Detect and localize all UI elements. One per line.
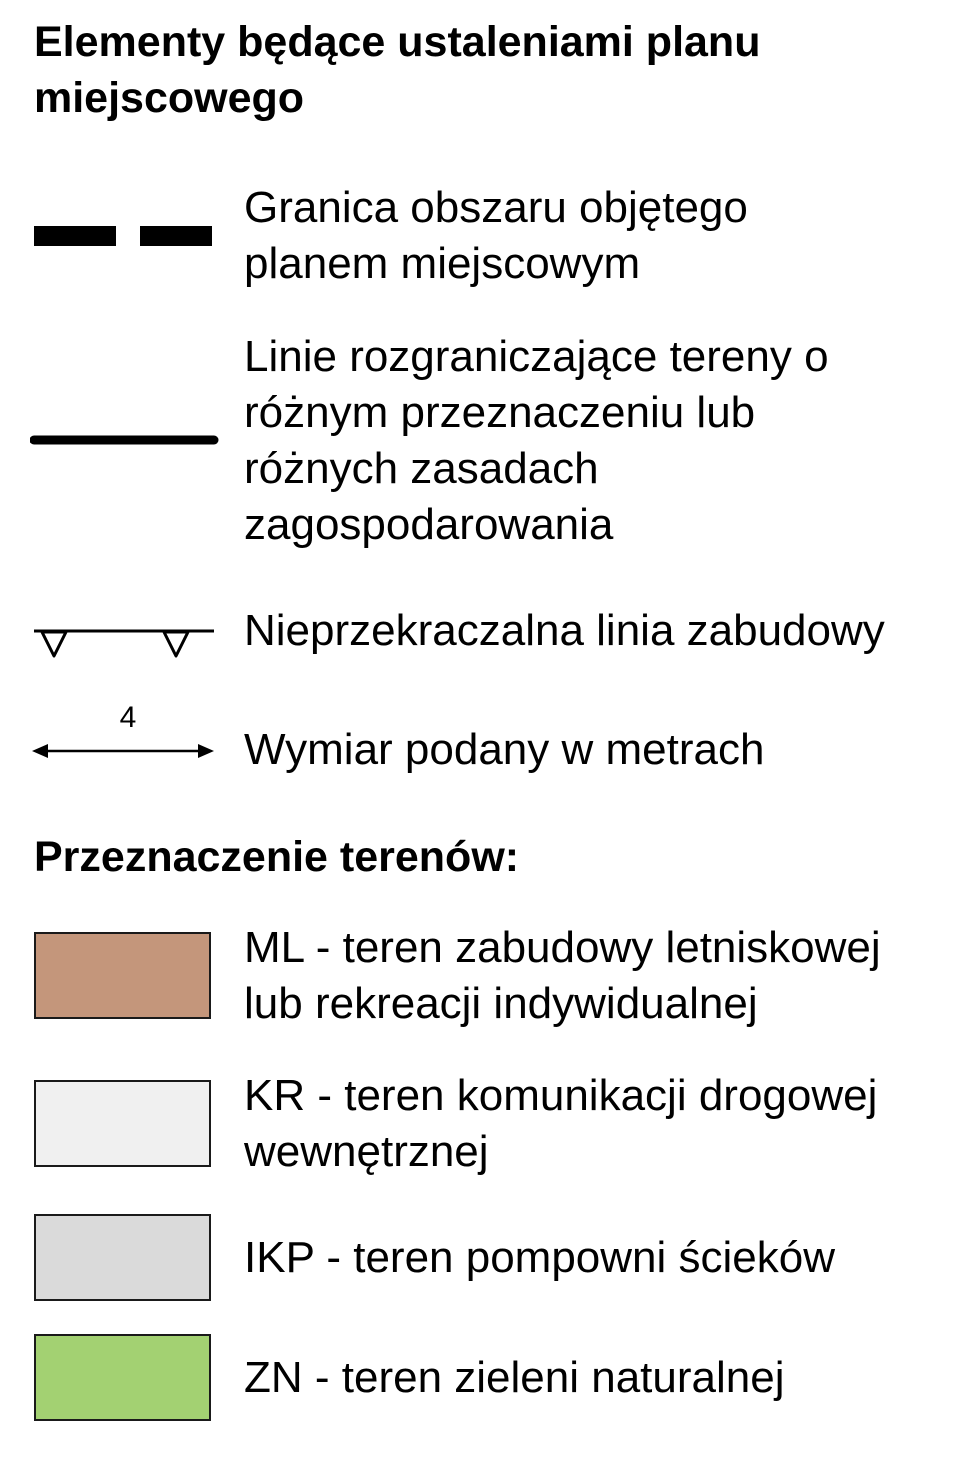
- dimension-arrow-icon: [30, 738, 220, 764]
- dimension-value: 4: [119, 701, 137, 734]
- legend-label-line: różnym przeznaczeniu lub: [244, 388, 756, 437]
- legend-item-zn: [244, 1350, 784, 1406]
- legend-label-line: ZN - teren zieleni naturalnej: [244, 1353, 785, 1402]
- legend-label-line: wewnętrznej: [244, 1127, 489, 1176]
- swatch-ikp: [34, 1214, 211, 1301]
- legend-item-ml: [244, 920, 881, 1032]
- swatch-kr: [34, 1080, 211, 1167]
- legend-item-boundary: [244, 180, 748, 292]
- legend-label-line: ML - teren zabudowy letniskowej: [244, 923, 881, 972]
- legend-label-line: lub rekreacji indywidualnej: [244, 979, 758, 1028]
- legend-item-demarcation: [244, 329, 829, 553]
- solid-demarcation-line-icon: [30, 430, 220, 450]
- swatch-zn: [34, 1334, 211, 1421]
- legend-section-title-land-use: [34, 829, 519, 885]
- legend-item-dimension: [244, 722, 764, 778]
- legend-label-line: planem miejscowym: [244, 239, 641, 288]
- section-title-line-2: miejscowego: [34, 74, 305, 122]
- legend-label-line: Wymiar podany w metrach: [244, 725, 765, 774]
- swatch-ml: [34, 932, 211, 1019]
- dashed-boundary-line-icon: [30, 222, 220, 252]
- legend-item-building-line: [244, 603, 885, 659]
- legend-label-line: Nieprzekraczalna linia zabudowy: [244, 606, 885, 655]
- section-title-line-1: Elementy będące ustaleniami planu: [34, 18, 761, 66]
- legend-label-line: zagospodarowania: [244, 500, 614, 549]
- legend-item-ikp: [244, 1230, 835, 1286]
- legend-label-line: różnych zasadach: [244, 444, 599, 493]
- legend-label-line: Granica obszaru objętego: [244, 183, 748, 232]
- legend-label-line: IKP - teren pompowni ścieków: [244, 1233, 836, 1282]
- legend-label-line: KR - teren komunikacji drogowej: [244, 1071, 878, 1120]
- legend-section-title-elements: [34, 14, 760, 126]
- building-line-triangles-icon: [30, 620, 220, 664]
- section-title: Przeznaczenie terenów:: [34, 833, 520, 881]
- legend-label-line: Linie rozgraniczające tereny o: [244, 332, 829, 381]
- legend-item-kr: [244, 1068, 877, 1180]
